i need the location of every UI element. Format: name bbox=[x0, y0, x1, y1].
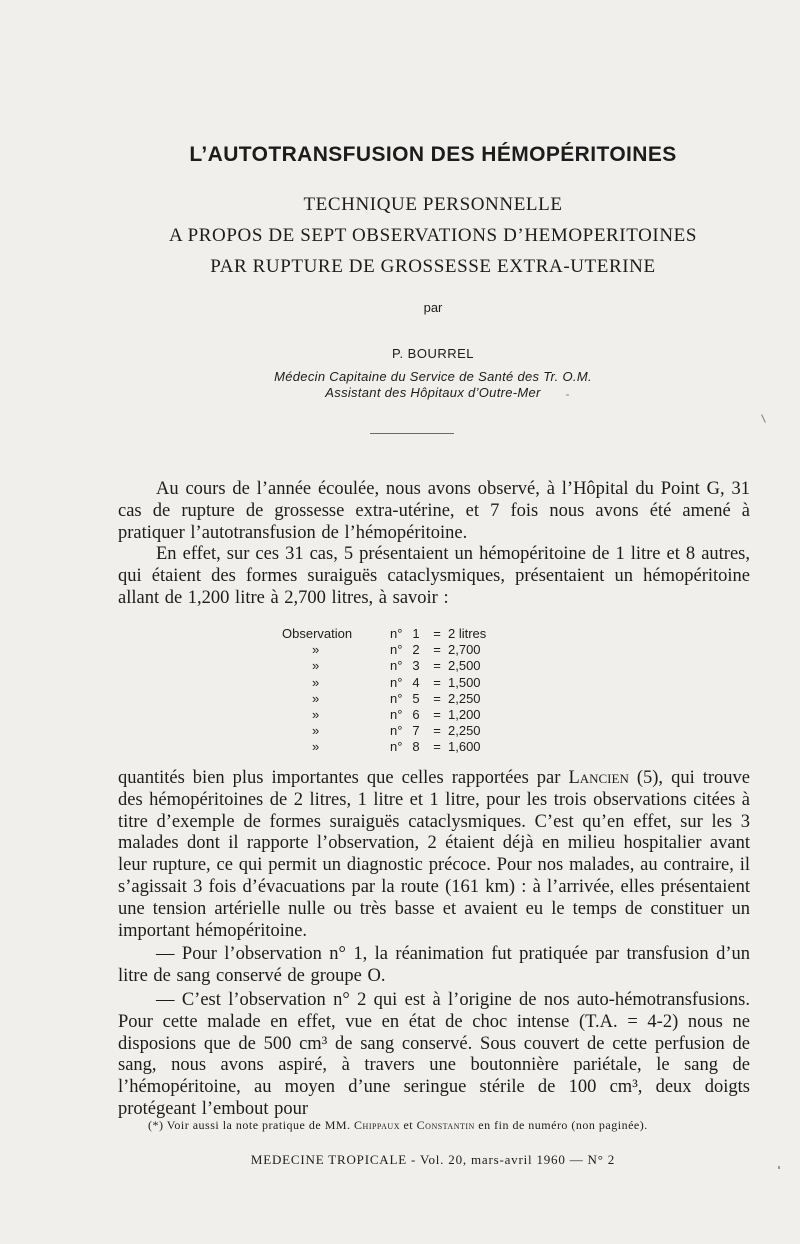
footnote-name-1: Chippaux bbox=[354, 1118, 400, 1132]
row-number: 3 bbox=[412, 658, 420, 674]
author-name: P. BOURREL bbox=[391, 346, 475, 361]
scan-speck bbox=[778, 1166, 780, 1169]
row-value: 2 litres bbox=[448, 626, 487, 641]
row-equals: = bbox=[433, 674, 441, 690]
observation-row bbox=[282, 691, 486, 707]
row-no: n° bbox=[390, 658, 403, 674]
row-value: 1,600 bbox=[448, 739, 481, 755]
row-value: 1,500 bbox=[448, 674, 481, 690]
observation-row bbox=[282, 658, 486, 674]
footnote-mid: et bbox=[399, 1118, 417, 1132]
footnote-end: en fin de numéro (non paginée). bbox=[474, 1118, 648, 1132]
row-no: n° bbox=[390, 642, 403, 658]
row-label: » bbox=[312, 642, 320, 658]
row-value: 2,500 bbox=[448, 658, 481, 674]
row-no: n° bbox=[390, 626, 403, 641]
row-label: » bbox=[312, 674, 320, 690]
row-equals: = bbox=[433, 658, 441, 674]
row-value: 1,200 bbox=[448, 707, 481, 723]
row-no: n° bbox=[390, 707, 403, 723]
cited-author-name: Lancien bbox=[568, 768, 629, 788]
row-number: 6 bbox=[412, 707, 420, 723]
observations-table bbox=[282, 626, 486, 756]
observation-row bbox=[282, 723, 486, 739]
row-equals: = bbox=[433, 723, 441, 739]
row-equals: = bbox=[433, 739, 441, 755]
observation-row bbox=[282, 739, 486, 755]
row-label: Observation bbox=[282, 626, 353, 641]
scan-speck bbox=[566, 394, 569, 396]
row-value: 2,250 bbox=[448, 690, 481, 706]
observation-row bbox=[282, 642, 486, 658]
row-number: 1 bbox=[412, 626, 420, 641]
paragraph-3-start: quantités bien plus importantes que celles rapportées par bbox=[118, 768, 569, 788]
row-label: » bbox=[312, 723, 320, 739]
row-label: » bbox=[312, 658, 320, 674]
observation-row bbox=[282, 707, 486, 723]
footnote-name-2: Constantin bbox=[416, 1118, 475, 1132]
row-no: n° bbox=[390, 739, 403, 755]
affiliation-line-1: Médecin Capitaine du Service de Santé des Tr. O.M. bbox=[274, 369, 592, 384]
footnote bbox=[148, 1118, 768, 1133]
by-line: par bbox=[423, 300, 443, 315]
row-equals: = bbox=[433, 707, 441, 723]
paragraph-5: — C’est l’observation n° 2 qui est à l’origine de nos auto-hémotransfusions. Pour cette malade en effet, vue en état de choc intense (T.A. = 4-2) nous ne disposions que de 500 cm³ de sang conservé. Sous couvert de cette perfusion de sang, nous avons aspiré, à travers une boutonnière pariétale, le sang de l’hémopéritoine, au moyen d’une seringue stérile de 100 cm³, deux doigts protégeant l’embout pour bbox=[118, 990, 750, 1119]
row-label: » bbox=[312, 739, 320, 755]
row-value: 2,700 bbox=[448, 642, 481, 658]
journal-footer: MEDECINE TROPICALE - Vol. 20, mars-avril 1960 — N° 2 bbox=[250, 1152, 616, 1167]
subtitle-line-3: PAR RUPTURE DE GROSSESSE EXTRA-UTERINE bbox=[210, 256, 656, 277]
footnote-start: (*) Voir aussi la note pratique de MM. bbox=[148, 1118, 355, 1132]
row-equals: = bbox=[433, 642, 441, 658]
affiliation-line-2: Assistant des Hôpitaux d’Outre-Mer bbox=[325, 385, 541, 400]
article-title: L’AUTOTRANSFUSION DES HÉMOPÉRITOINES bbox=[189, 143, 677, 166]
row-label: » bbox=[312, 690, 320, 706]
scan-speck bbox=[761, 414, 766, 423]
row-number: 5 bbox=[412, 690, 420, 706]
row-no: n° bbox=[390, 674, 403, 690]
row-value: 2,250 bbox=[448, 723, 481, 739]
row-equals: = bbox=[433, 690, 441, 706]
row-equals: = bbox=[433, 626, 441, 641]
row-number: 4 bbox=[412, 674, 420, 690]
observation-row bbox=[282, 675, 486, 691]
paragraph-1: Au cours de l’année écoulée, nous avons observé, à l’Hôpital du Point G, 31 cas de rupture de grossesse extra-utérine, et 7 fois nous avons été amené à pratiquer l’autotransfusion de l’hémopéritoine. bbox=[118, 479, 750, 543]
row-number: 2 bbox=[412, 642, 420, 658]
subtitle-line-2: A PROPOS DE SEPT OBSERVATIONS D’HEMOPERITOINES bbox=[168, 225, 698, 246]
row-number: 7 bbox=[412, 723, 420, 739]
paragraph-4: — Pour l’observation n° 1, la réanimation fut pratiquée par transfusion d’un litre de sang conservé de groupe O. bbox=[118, 944, 750, 986]
row-no: n° bbox=[390, 690, 403, 706]
row-no: n° bbox=[390, 723, 403, 739]
separator-rule bbox=[370, 433, 454, 434]
row-label: » bbox=[312, 707, 320, 723]
row-number: 8 bbox=[412, 739, 420, 755]
observation-row bbox=[282, 626, 486, 642]
paragraph-3-rest: (5), qui trouve des hémopéritoines de 2 litres, 1 litre et 1 litre, pour les trois observations citées à titre d’exemple de formes suraiguës cataclysmiques. C’est qu’en effet, sur les 3 malades dont il rapporte l’observation, 2 étaient déjà en milieu hospitalier avant leur rupture, ce qui permit un diagnostic précoce. Pour nos malades, au contraire, il s’agissait 3 fois d’évacuations par la route (161 km) : à l’arrivée, elles présentaient une tension artérielle nulle ou très basse et avaient eu le temps de constituer un important hémopéritoine. bbox=[118, 768, 750, 941]
paragraph-3 bbox=[118, 768, 750, 942]
subtitle-line-1: TECHNIQUE PERSONNELLE bbox=[303, 194, 563, 215]
paragraph-2: En effet, sur ces 31 cas, 5 présentaient un hémopéritoine de 1 litre et 8 autres, qui étaient des formes suraiguës cataclysmiques, présentaient un hémopéritoine allant de 1,200 litre à 2,700 litres, à savoir : bbox=[118, 544, 750, 608]
